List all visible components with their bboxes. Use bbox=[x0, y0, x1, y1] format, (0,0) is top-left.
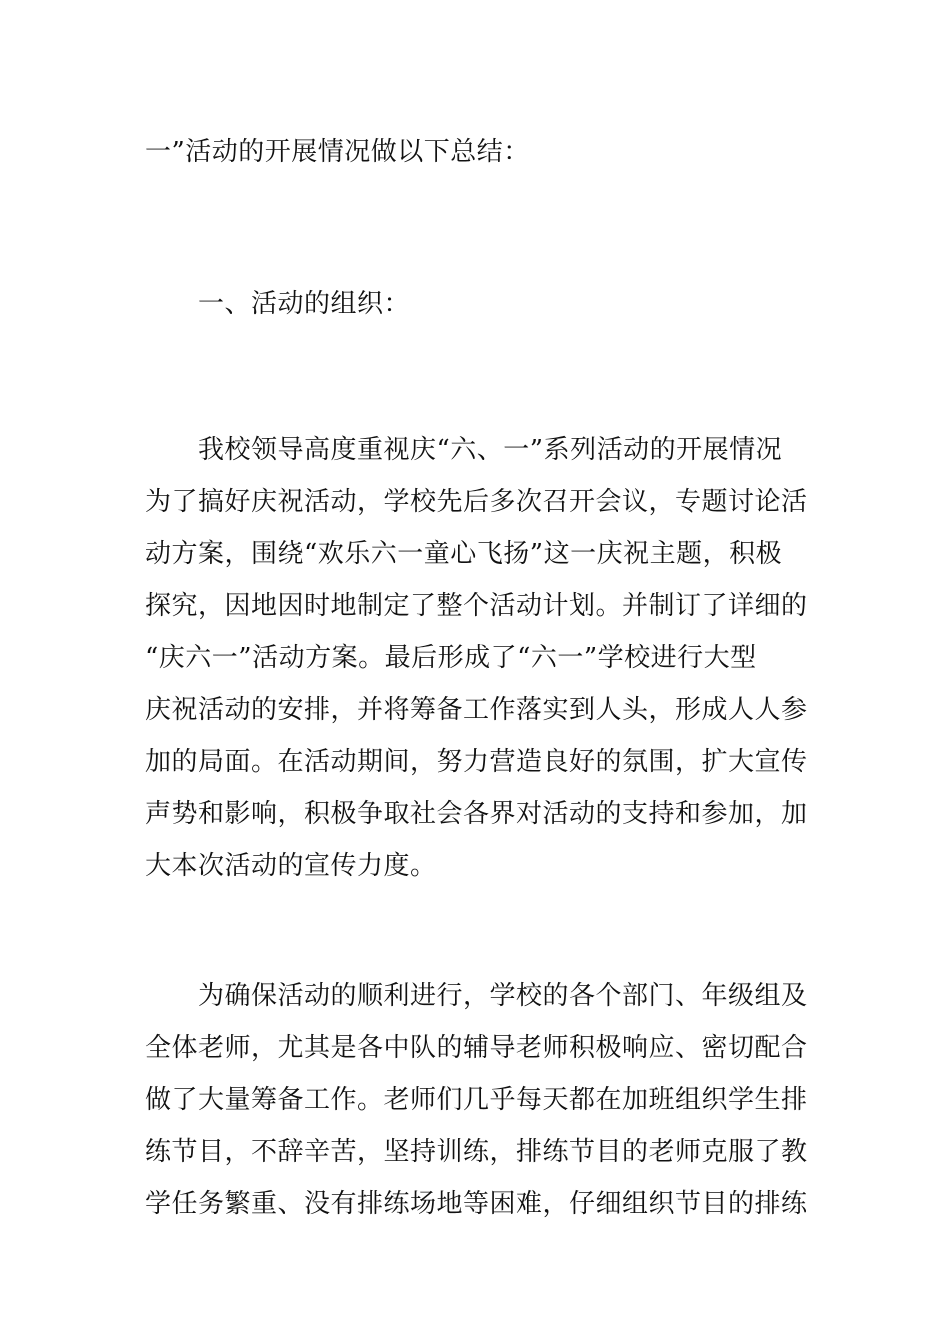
paragraph-line: 探究，因地因时地制定了整个活动计划。并制订了详细的 bbox=[145, 591, 808, 621]
paragraph-line: 加的局面。在活动期间，努力营造良好的氛围，扩大宣传 bbox=[145, 747, 808, 777]
paragraph-line: 声势和影响，积极争取社会各界对活动的支持和参加，加 bbox=[145, 799, 808, 829]
intro-tail-line: 一”活动的开展情况做以下总结： bbox=[145, 137, 530, 167]
paragraph-2 bbox=[145, 970, 825, 1230]
paragraph-line: 学任务繁重、没有排练场地等困难，仔细组织节目的排练 bbox=[145, 1189, 808, 1219]
paragraph-line: 做了大量筹备工作。老师们几乎每天都在加班组织学生排 bbox=[145, 1085, 808, 1115]
paragraph-line: 庆祝活动的安排，并将筹备工作落实到人头，形成人人参 bbox=[145, 695, 808, 725]
paragraph-line: 练节目，不辞辛苦，坚持训练，排练节目的老师克服了教 bbox=[145, 1137, 808, 1167]
paragraph-line: 动方案，围绕“欢乐六一童心飞扬”这一庆祝主题，积极 bbox=[145, 539, 783, 569]
paragraph-1 bbox=[145, 424, 825, 892]
paragraph-line: 我校领导高度重视庆“六、一”系列活动的开展情况 bbox=[145, 435, 783, 465]
paragraph-line: 全体老师，尤其是各中队的辅导老师积极响应、密切配合 bbox=[145, 1033, 808, 1063]
paragraph-line: 大本次活动的宣传力度。 bbox=[145, 851, 437, 881]
paragraph-line: 为了搞好庆祝活动，学校先后多次召开会议，专题讨论活 bbox=[145, 487, 808, 517]
section-heading: 一、活动的组织： bbox=[145, 289, 411, 319]
paragraph-line: 为确保活动的顺利进行，学校的各个部门、年级组及 bbox=[145, 981, 808, 1011]
paragraph-line: “庆六一”活动方案。最后形成了“六一”学校进行大型 bbox=[145, 643, 757, 673]
